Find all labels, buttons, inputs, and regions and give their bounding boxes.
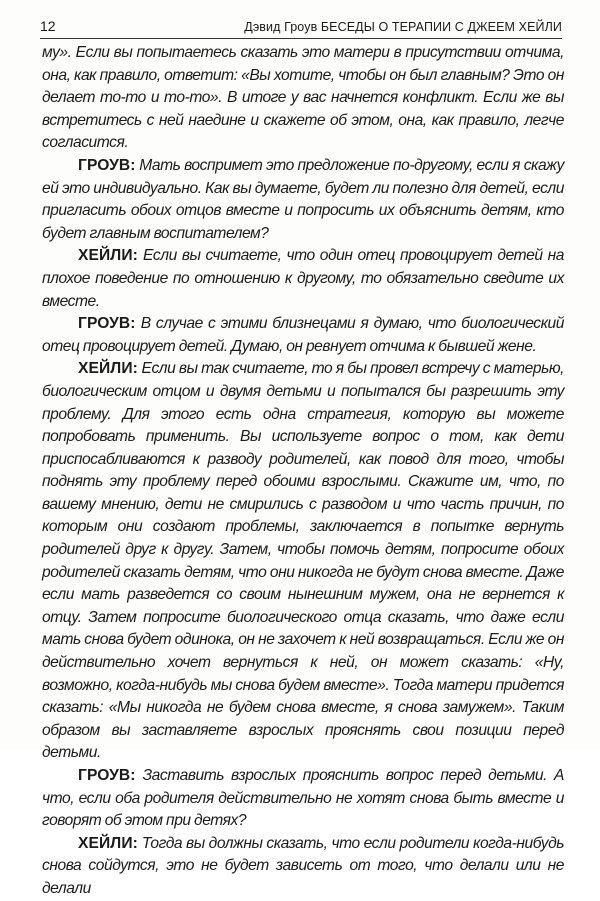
paragraph-text: В случае с этими близнецами я думаю, что биологический отец провоцирует детей. Думаю, он ревнует отчима к бывшей жене. xyxy=(42,315,564,355)
speaker-label: ХЕЙЛИ: xyxy=(78,360,138,378)
paragraph-0 xyxy=(42,42,564,155)
paragraph-text: му». Если вы попытаетесь сказать это матери в присутствии отчима, она, как правило, ответит: «Вы хотите, чтобы он был главным? Это он делает то-то и то-то». В итоге у вас начнется конфликт. Если же вы встретитесь с ней наедине и скажете об этом, она, как правило, легче согласится. xyxy=(42,44,564,152)
header-rule xyxy=(40,38,562,39)
page-body xyxy=(42,42,564,901)
running-title: Дэвид Гроув БЕСЕДЫ О ТЕРАПИИ С ДЖЕЕМ ХЕЙЛИ xyxy=(244,20,562,34)
paragraph-text: Мать воспримет это предложение по-другому, если я скажу ей это индивидуально. Как вы думаете, будет ли полезно для детей, если пригласить обоих отцов вместе и попросить их объяснить детям, кто будет главным воспитателем? xyxy=(42,156,564,242)
paragraph-4 xyxy=(42,358,564,765)
page-header xyxy=(40,12,562,34)
paragraph-text: Если вы считаете, что один отец провоцирует детей на плохое поведение по отношению к другому, то обязательно сведите их вместе. xyxy=(42,247,564,310)
paragraph-text: Заставить взрослых прояснить вопрос перед детьми. А что, если оба родителя действительно не хотят снова быть вместе и говорят об этом при детях? xyxy=(42,767,564,830)
paragraph-1 xyxy=(42,155,564,245)
speaker-label: ХЕЙЛИ: xyxy=(78,834,138,852)
speaker-label: ХЕЙЛИ: xyxy=(78,247,138,265)
page-number: 12 xyxy=(40,18,56,34)
paragraph-6 xyxy=(42,833,564,901)
speaker-label: ГРОУВ: xyxy=(78,156,136,174)
speaker-label: ГРОУВ: xyxy=(78,767,136,784)
paragraph-text: Тогда вы должны сказать, что если родители когда-нибудь снова сойдутся, это не будет зависеть от того, что делали или не делали xyxy=(42,834,564,897)
paragraph-text: Если вы так считаете, то я бы провел встречу с матерью, биологическим отцом и двумя детьми и попытался бы разрешить эту проблему. Для этого есть одна стратегия, которую вы можете попробовать применить. Вы используете вопрос о том, как дети приспосабливаются к разводу родителей, как повод для того, чтобы поднять эту проблему перед обоими взрослыми. Скажите им, что, по вашему мнению, дети не смирились с разводом и что часть причин, по которым они создают проблемы, заключается в попытке вернуть родителей друг к другу. Затем, чтобы помочь детям, попросите обоих родителей сказать детям, что они никогда не будут снова вместе. Даже если мать разведется со своим нынешним мужем, она не вернется к отцу. Затем попросите биологического отца сказать, что даже если мать снова будет одинока, он не захочет к ней возвращаться. Если же он действительно хочет вернуться к ней, он может сказать: «Ну, возможно, когда-нибудь мы снова будем вместе». Тогда матери придется сказать: «Мы никогда не будем снова вместе, я снова замужем». Таким образом вы заставляете взрослых прояснять свои позиции перед детьми. xyxy=(42,360,564,762)
speaker-label: ГРОУВ: xyxy=(78,315,136,333)
paragraph-2 xyxy=(42,245,564,313)
paragraph-3 xyxy=(42,313,564,358)
paragraph-5 xyxy=(42,765,564,833)
